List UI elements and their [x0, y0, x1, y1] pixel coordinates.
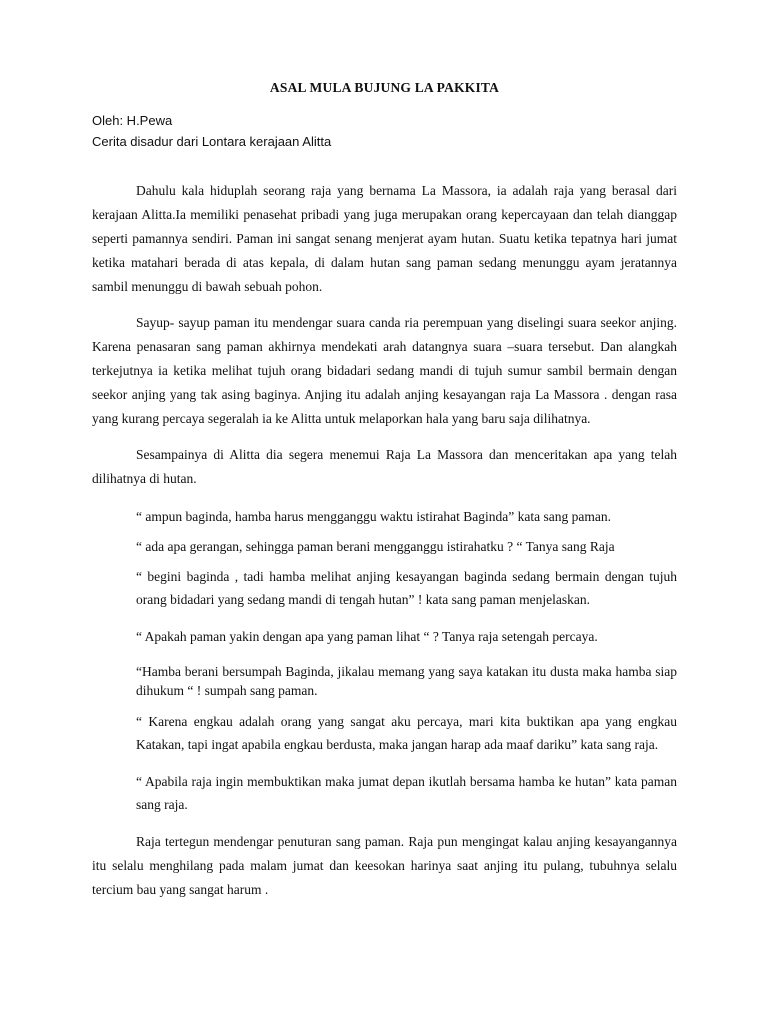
- dialog-6: “ Karena engkau adalah orang yang sangat aku percaya, mari kita buktikan apa yang engkau Katakan, tapi ingat apabila engkau berdusta, maka jangan harap ada maaf dariku” kata sang raja.: [136, 714, 677, 752]
- story-meta: [92, 110, 677, 152]
- paragraph-1: Dahulu kala hiduplah seorang raja yang bernama La Massora, ia adalah raja yang berasal dari kerajaan Alitta.Ia memiliki penasehat pribadi yang juga merupakan orang kepercayaan dan telah dianggap seperti pamannya sendiri. Paman ini sangat senang menjerat ayam hutan. Suatu ketika tepatnya hari jumat ketika matahari berada di atas kepala, di dalam hutan sang paman sedang menunggu ayam jeratannya sambil menunggu di bawah sebuah pohon.: [92, 183, 677, 294]
- paragraph-closing: Raja tertegun mendengar penuturan sang paman. Raja pun mengingat kalau anjing kesayangannya itu selalu menghilang pada malam jumat dan keesokan harinya saat anjing itu pulang, tubuhnya selalu tercium bau yang sangat harum .: [92, 834, 677, 897]
- dialog-1: “ ampun baginda, hamba harus mengganggu waktu istirahat Baginda” kata sang paman.: [136, 509, 611, 524]
- story-title: ASAL MULA BUJUNG LA PAKKITA: [269, 80, 500, 95]
- document-page: [92, 80, 677, 914]
- paragraph-2: Sayup- sayup paman itu mendengar suara canda ria perempuan yang diselingi suara seekor anjing. Karena penasaran sang paman akhirnya mendekati arah datangnya suara –suara tersebut. Dan alangkah terkejutnya ia ketika melihat tujuh orang bidadari sedang mandi di tujuh sumur sambil bermain dengan seekor anjing yang tak asing baginya. Anjing itu adalah anjing kesayangan raja La Massora . dengan rasa yang kurang percaya segeralah ia ke Alitta untuk melaporkan hala yang baru saja dilihatnya.: [92, 315, 677, 426]
- dialog-7: “ Apabila raja ingin membuktikan maka jumat depan ikutlah bersama hamba ke hutan” kata paman sang raja.: [136, 774, 677, 812]
- author-line: Oleh: H.Pewa: [92, 113, 173, 128]
- source-line: Cerita disadur dari Lontara kerajaan Alitta: [92, 134, 332, 149]
- paragraph-3: Sesampainya di Alitta dia segera menemui Raja La Massora dan menceritakan apa yang telah dilihatnya di hutan.: [92, 447, 677, 486]
- dialog-5: “Hamba berani bersumpah Baginda, jikalau memang yang saya katakan itu dusta maka hamba siap dihukum “ ! sumpah sang paman.: [136, 664, 677, 698]
- dialog-3: “ begini baginda , tadi hamba melihat anjing kesayangan baginda sedang bermain dengan tujuh orang bidadari yang sedang mandi di tengah hutan” ! kata sang paman menjelaskan.: [136, 569, 677, 607]
- dialog-4: “ Apakah paman yakin dengan apa yang paman lihat “ ? Tanya raja setengah percaya.: [136, 629, 598, 644]
- dialog-2: “ ada apa gerangan, sehingga paman berani mengganggu istirahatku ? “ Tanya sang Raja: [136, 539, 615, 554]
